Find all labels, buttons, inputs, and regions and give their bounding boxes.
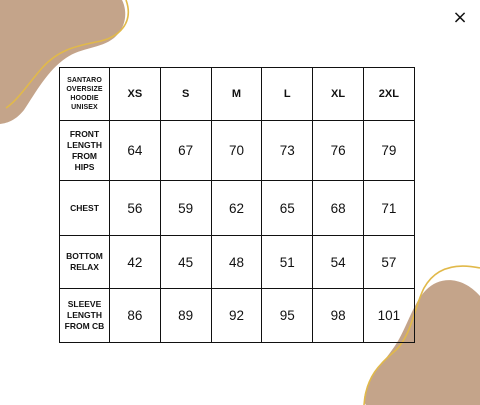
measurement-cell: 76 bbox=[313, 121, 364, 181]
size-header-xs: XS bbox=[110, 68, 161, 121]
row-label bbox=[60, 236, 110, 289]
size-header-2xl: 2XL bbox=[363, 68, 414, 121]
product-name-line: HOODIE bbox=[70, 95, 99, 102]
measurement-cell: 42 bbox=[110, 236, 161, 289]
measurement-cell: 73 bbox=[262, 121, 313, 181]
table-row-front-length bbox=[60, 121, 415, 181]
row-label-line: LENGTH bbox=[67, 139, 102, 150]
header-row bbox=[60, 68, 415, 121]
measurement-cell: 56 bbox=[110, 181, 161, 236]
measurement-cell: 64 bbox=[110, 121, 161, 181]
row-label bbox=[60, 121, 110, 181]
row-label-line: BOTTOM bbox=[66, 251, 103, 261]
row-label-line: FRONT bbox=[69, 128, 100, 139]
measurement-cell: 92 bbox=[211, 289, 262, 343]
measurement-cell: 51 bbox=[262, 236, 313, 289]
row-label-line: HIPS bbox=[74, 161, 95, 172]
size-chart-table bbox=[59, 67, 415, 343]
row-label-line: SLEEVE bbox=[67, 299, 102, 309]
product-name-line: SANTARO bbox=[67, 77, 102, 84]
measurement-cell: 98 bbox=[313, 289, 364, 343]
row-label bbox=[60, 289, 110, 343]
measurement-cell: 86 bbox=[110, 289, 161, 343]
measurement-cell: 70 bbox=[211, 121, 262, 181]
measurement-cell: 54 bbox=[313, 236, 364, 289]
row-label-line: CHEST bbox=[70, 202, 99, 213]
table-row-chest bbox=[60, 181, 415, 236]
measurement-cell: 68 bbox=[313, 181, 364, 236]
close-button[interactable]: × bbox=[452, 7, 468, 28]
size-header-xl: XL bbox=[313, 68, 364, 121]
measurement-cell: 79 bbox=[363, 121, 414, 181]
size-header-s: S bbox=[160, 68, 211, 121]
measurement-cell: 62 bbox=[211, 181, 262, 236]
size-header-m: M bbox=[211, 68, 262, 121]
product-name-cell bbox=[60, 68, 110, 121]
measurement-cell: 89 bbox=[160, 289, 211, 343]
row-label-line: LENGTH bbox=[67, 310, 102, 320]
measurement-cell: 48 bbox=[211, 236, 262, 289]
measurement-cell: 57 bbox=[363, 236, 414, 289]
measurement-cell: 71 bbox=[363, 181, 414, 236]
product-name-line: OVERSIZE bbox=[66, 86, 103, 93]
measurement-cell: 59 bbox=[160, 181, 211, 236]
table-row-sleeve-length bbox=[60, 289, 415, 343]
row-label-line: FROM CB bbox=[64, 321, 105, 331]
measurement-cell: 95 bbox=[262, 289, 313, 343]
table-row-bottom-relax bbox=[60, 236, 415, 289]
measurement-cell: 45 bbox=[160, 236, 211, 289]
row-label-line: FROM bbox=[71, 150, 98, 161]
measurement-cell: 67 bbox=[160, 121, 211, 181]
product-name-line: UNISEX bbox=[71, 104, 98, 111]
size-header-l: L bbox=[262, 68, 313, 121]
measurement-cell: 65 bbox=[262, 181, 313, 236]
row-label-line: RELAX bbox=[70, 262, 99, 272]
row-label bbox=[60, 181, 110, 236]
measurement-cell: 101 bbox=[363, 289, 414, 343]
